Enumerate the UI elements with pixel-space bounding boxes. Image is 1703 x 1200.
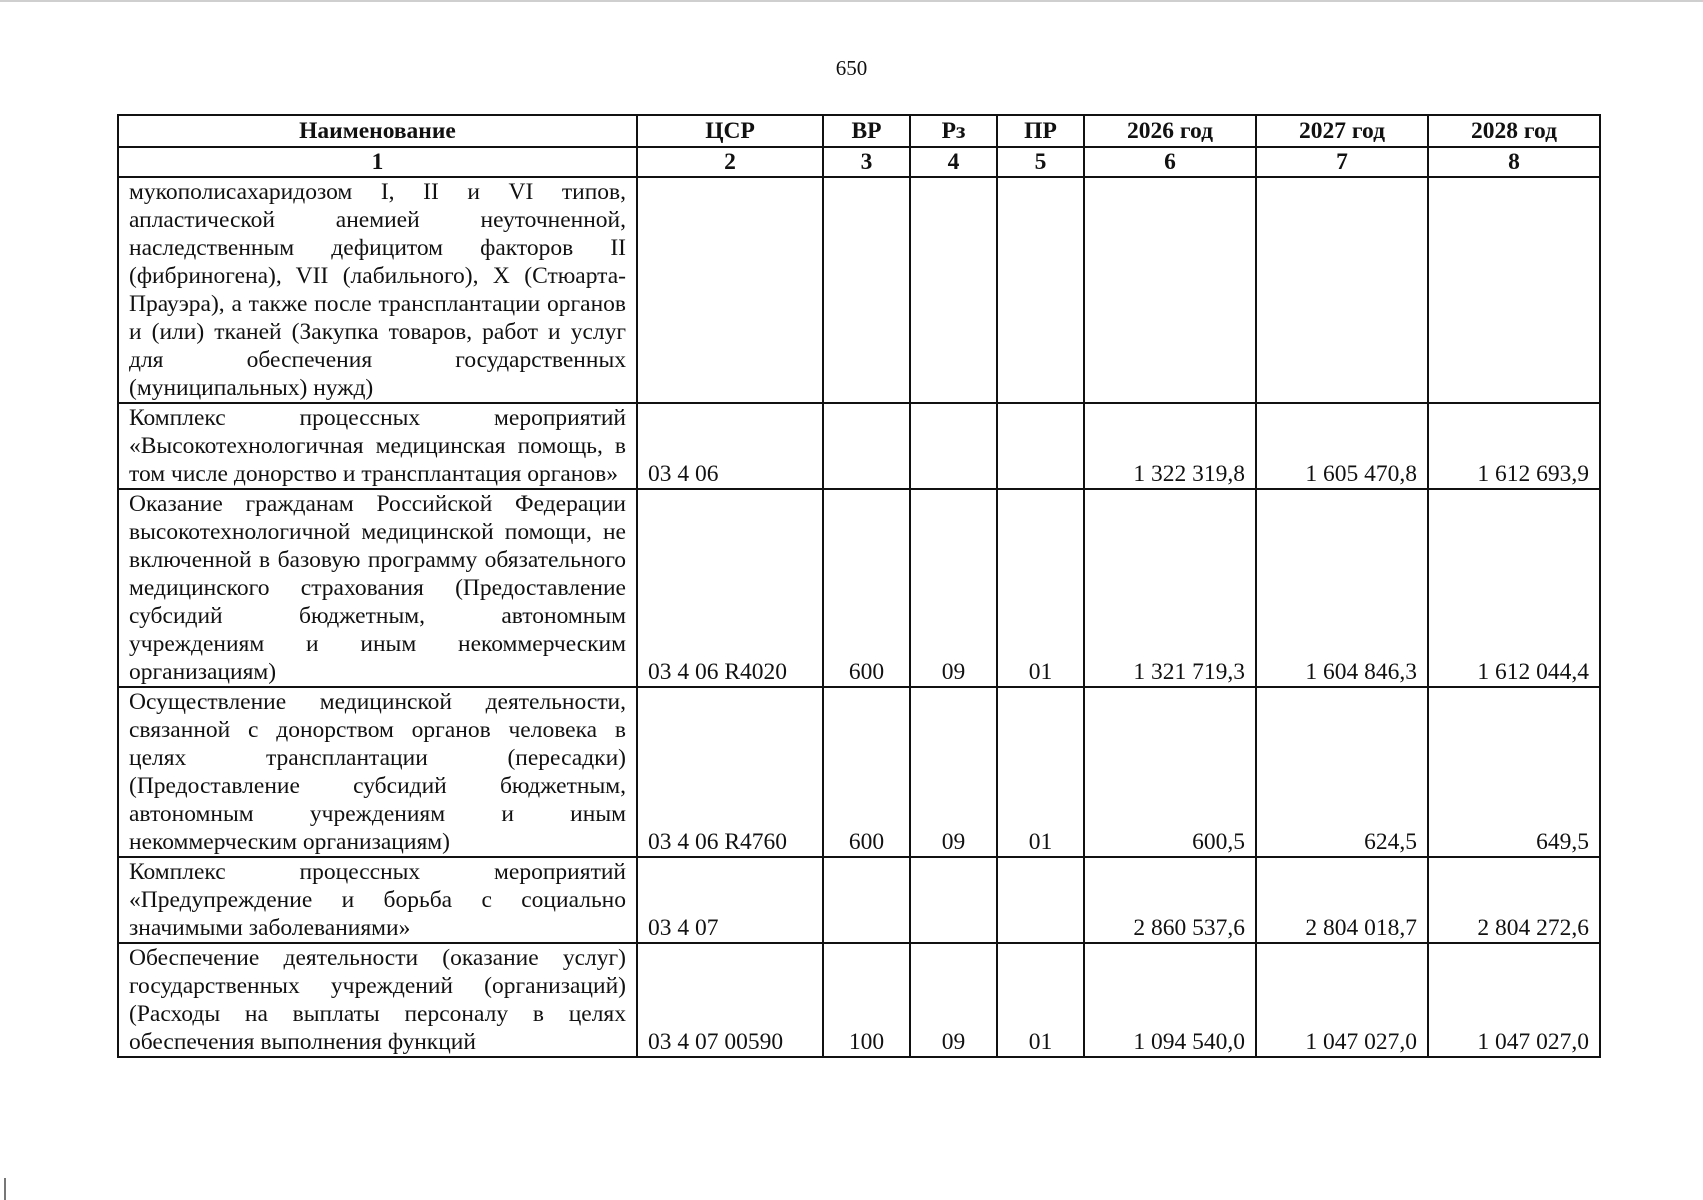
column-number: 4: [910, 147, 997, 177]
row-rz: [910, 857, 997, 943]
row-vr: 100: [823, 943, 910, 1057]
row-name: Обеспечение деятельности (оказание услуг) государственных учреждений (организаций) (Расходы на выплаты персоналу в целях обеспечения выполнения функций: [118, 943, 637, 1057]
row-name: Оказание гражданам Российской Федерации высокотехнологичной медицинской помощи, не включенной в базовую программу обязательного медицинского страхования (Предоставление субсидий бюджетным, автономным учреждениям и иным некоммерческим организациям): [118, 489, 637, 687]
row-pr: [997, 403, 1084, 489]
row-rz: 09: [910, 943, 997, 1057]
row-pr: [997, 177, 1084, 403]
column-number: 7: [1256, 147, 1428, 177]
row-amount-2026: 1 094 540,0: [1084, 943, 1256, 1057]
column-number: 3: [823, 147, 910, 177]
row-amount-2027: [1256, 177, 1428, 403]
header-2026: 2026 год: [1084, 115, 1256, 147]
header-2028: 2028 год: [1428, 115, 1600, 147]
header-row: [118, 115, 1600, 147]
row-amount-2028: 1 612 693,9: [1428, 403, 1600, 489]
row-amount-2026: 600,5: [1084, 687, 1256, 857]
row-amount-2027: 2 804 018,7: [1256, 857, 1428, 943]
budget-table: [117, 114, 1601, 1058]
row-csr: [637, 177, 823, 403]
row-csr: 03 4 06: [637, 403, 823, 489]
header-pr: ПР: [997, 115, 1084, 147]
row-pr: 01: [997, 943, 1084, 1057]
row-amount-2026: 1 321 719,3: [1084, 489, 1256, 687]
row-csr: 03 4 07: [637, 857, 823, 943]
column-number: 5: [997, 147, 1084, 177]
row-pr: 01: [997, 687, 1084, 857]
row-name: Комплекс процессных мероприятий «Высокотехнологичная медицинская помощь, в том числе донорство и трансплантация органов»: [118, 403, 637, 489]
row-amount-2027: 1 047 027,0: [1256, 943, 1428, 1057]
row-vr: [823, 403, 910, 489]
row-csr: 03 4 06 R4760: [637, 687, 823, 857]
row-amount-2028: 1 612 044,4: [1428, 489, 1600, 687]
row-amount-2026: 1 322 319,8: [1084, 403, 1256, 489]
header-name: Наименование: [118, 115, 637, 147]
row-rz: 09: [910, 489, 997, 687]
row-amount-2028: 1 047 027,0: [1428, 943, 1600, 1057]
row-rz: 09: [910, 687, 997, 857]
header-vr: ВР: [823, 115, 910, 147]
column-number: 2: [637, 147, 823, 177]
row-name: Комплекс процессных мероприятий «Предупреждение и борьба с социально значимыми заболеваниями»: [118, 857, 637, 943]
row-rz: [910, 403, 997, 489]
row-rz: [910, 177, 997, 403]
column-number: 1: [118, 147, 637, 177]
table-row: [118, 943, 1600, 1057]
row-name: Осуществление медицинской деятельности, связанной с донорством органов человека в целях трансплантации (пересадки) (Предоставление субсидий бюджетным, автономным учреждениям и иным некоммерческим организациям): [118, 687, 637, 857]
table-row: [118, 857, 1600, 943]
table-row: [118, 177, 1600, 403]
header-2027: 2027 год: [1256, 115, 1428, 147]
row-amount-2028: 649,5: [1428, 687, 1600, 857]
row-csr: 03 4 07 00590: [637, 943, 823, 1057]
table-row: [118, 687, 1600, 857]
column-number-row: [118, 147, 1600, 177]
row-vr: [823, 857, 910, 943]
column-number: 8: [1428, 147, 1600, 177]
table-row: [118, 489, 1600, 687]
row-vr: 600: [823, 489, 910, 687]
row-name: мукополисахаридозом I, II и VI типов, апластической анемией неуточненной, наследственным дефицитом факторов II (фибриногена), VII (лабильного), X (Стюарта-Прауэра), а также после трансплантации органов и (или) тканей (Закупка товаров, работ и услуг для обеспечения государственных (муниципальных) нужд): [118, 177, 637, 403]
row-vr: 600: [823, 687, 910, 857]
column-number: 6: [1084, 147, 1256, 177]
row-amount-2027: 624,5: [1256, 687, 1428, 857]
row-pr: 01: [997, 489, 1084, 687]
page-number: 650: [835, 56, 868, 80]
row-amount-2026: 2 860 537,6: [1084, 857, 1256, 943]
row-amount-2027: 1 604 846,3: [1256, 489, 1428, 687]
row-amount-2026: [1084, 177, 1256, 403]
row-amount-2028: 2 804 272,6: [1428, 857, 1600, 943]
row-amount-2027: 1 605 470,8: [1256, 403, 1428, 489]
row-pr: [997, 857, 1084, 943]
top-scan-edge: [0, 0, 1703, 2]
header-rz: Рз: [910, 115, 997, 147]
row-vr: [823, 177, 910, 403]
row-csr: 03 4 06 R4020: [637, 489, 823, 687]
scan-edge-mark: [4, 1178, 6, 1200]
table-row: [118, 403, 1600, 489]
row-amount-2028: [1428, 177, 1600, 403]
header-csr: ЦСР: [637, 115, 823, 147]
